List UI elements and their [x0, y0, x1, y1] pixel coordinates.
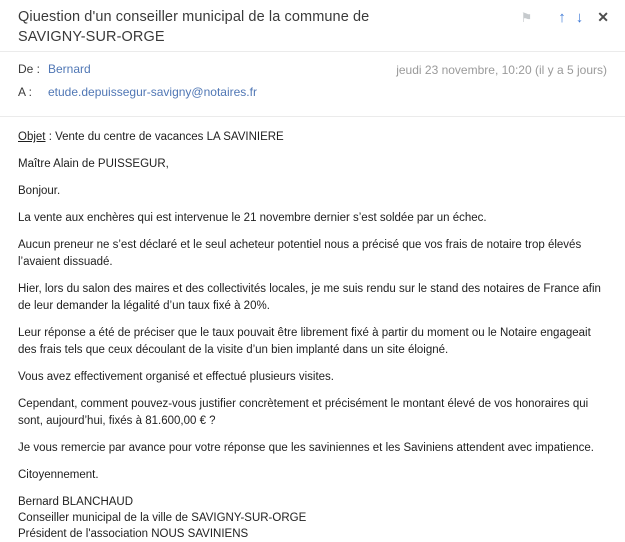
- body-paragraph: Leur réponse a été de préciser que le taux pouvait être librement fixé à partir du moment ou le Notaire engageait des frais tels que ceux découlant de la visite d’un bien implanté dans un site éloigné.: [18, 327, 591, 356]
- body-paragraph: Je vous remercie par avance pour votre réponse que les saviniennes et les Saviniens attendent avec impatience.: [18, 442, 594, 454]
- objet-value: : Vente du centre de vacances LA SAVINIERE: [45, 131, 284, 143]
- signature-association: Président de l'association NOUS SAVINIENS: [18, 528, 249, 540]
- body-paragraph: Cependant, comment pouvez-vous justifier concrètement et précisément le montant élevé de vos honoraires qui sont, aujourd’hui, fixés à 81.600,00 € ?: [18, 398, 589, 427]
- previous-message-arrow-up-icon[interactable]: ↑: [558, 9, 566, 26]
- email-signature: [18, 494, 607, 542]
- email-meta: [0, 52, 625, 116]
- flag-icon[interactable]: ⚑: [520, 9, 533, 25]
- next-message-arrow-down-icon[interactable]: ↓: [575, 9, 584, 26]
- body-paragraph: Vous avez effectivement organisé et effectué plusieurs visites.: [18, 371, 335, 383]
- email-date: jeudi 23 novembre, 10:20 (il y a 5 jours): [396, 63, 607, 77]
- body-paragraph: Aucun preneur ne s’est déclaré et le seul acheteur potentiel nous a précisé que vos frais de notaire trop élevés l’avaient dissuadé.: [18, 239, 582, 268]
- body-paragraph: Maître Alain de PUISSEGUR,: [18, 158, 169, 170]
- email-subject: Qiuestion d'un conseiller municipal de la commune de SAVIGNY-SUR-ORGE: [18, 9, 370, 45]
- body-paragraph: Hier, lors du salon des maires et des collectivités locales, je me suis rendu sur le stand des notaires de France afin de leur demander la légalité d’un taux fixé à 20%.: [18, 283, 601, 312]
- email-body: [0, 117, 625, 542]
- objet-line: [18, 129, 607, 146]
- from-sender-link[interactable]: Bernard: [48, 62, 91, 76]
- to-label: A :: [18, 85, 33, 99]
- email-header: [0, 0, 625, 51]
- meta-rows: [18, 62, 257, 108]
- objet-label: Objet: [18, 131, 46, 143]
- signature-role: Conseiller municipal de la ville de SAVIGNY-SUR-ORGE: [18, 512, 307, 524]
- body-paragraph: La vente aux enchères qui est intervenue le 21 novembre dernier s’est soldée par un échec.: [18, 212, 487, 224]
- to-recipient-link[interactable]: etude.depuissegur-savigny@notaires.fr: [48, 85, 257, 99]
- close-icon[interactable]: ✕: [597, 9, 609, 25]
- header-actions: [521, 9, 609, 26]
- to-row: [18, 85, 257, 99]
- body-paragraph: Citoyennement.: [18, 469, 99, 481]
- body-paragraph: Bonjour.: [18, 185, 61, 197]
- from-label: De :: [18, 62, 41, 76]
- from-row: [18, 62, 257, 76]
- signature-name: Bernard BLANCHAUD: [18, 496, 134, 508]
